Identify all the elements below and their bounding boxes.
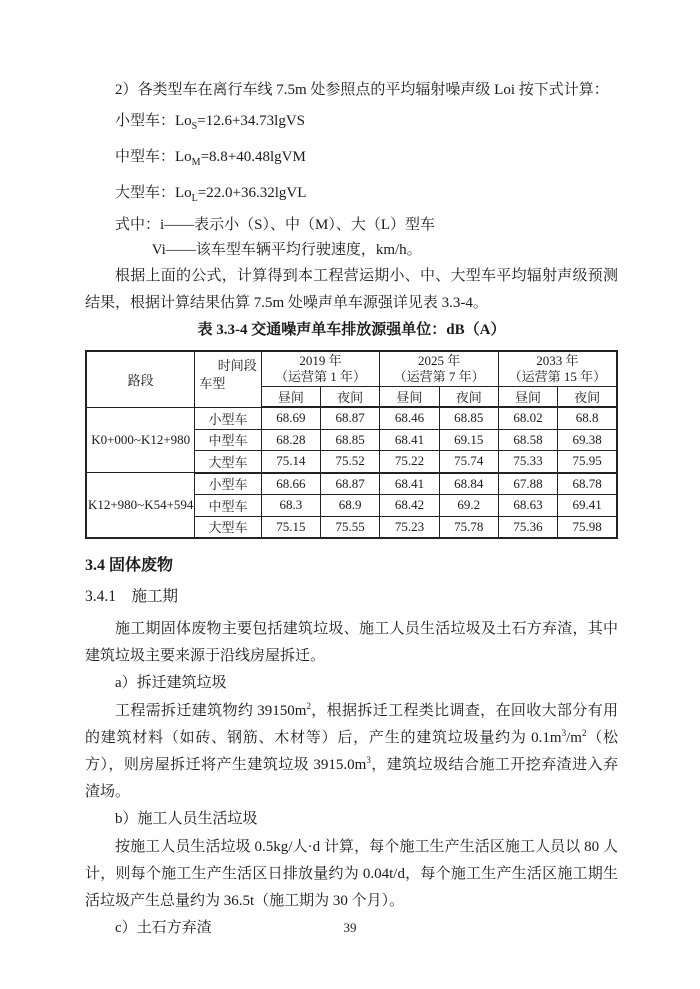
value-cell: 68.84 [439,473,498,495]
value-cell: 69.41 [558,495,617,517]
value-cell: 75.98 [558,516,617,538]
noise-intro-line: 2）各类型车在离行车线 7.5m 处参照点的平均辐射噪声级 Loi 按下式计算： [115,82,609,98]
value-cell: 75.36 [498,516,557,538]
page-number: 39 [343,920,357,935]
superscript: 3 [366,755,371,766]
value-cell: 75.22 [380,451,439,473]
year-label: 2019 年 [299,353,342,368]
formula-expression: =8.8+40.48lgVM [200,149,306,165]
value-cell: 69.38 [558,429,617,451]
vehicle-type-cell: 中型车 [195,429,261,451]
value-cell: 68.41 [380,473,439,495]
table-header-row-years [86,351,617,387]
formula-small-car [85,106,618,142]
text-segment: 工程需拆迁建筑物约 39150m [115,702,307,719]
year-note: （运营第 15 年） [508,369,607,384]
value-cell: 68.66 [261,473,320,495]
value-cell: 68.87 [321,407,380,429]
value-cell: 68.87 [321,473,380,495]
vehicle-type-cell: 大型车 [195,516,261,538]
item-a-paragraph [85,698,618,807]
header-road-segment: 路段 [86,351,195,407]
value-cell: 68.85 [321,429,380,451]
table-title: 表 3.3-4 交通噪声单车排放源强单位：dB（A） [197,322,506,338]
header-day: 昼间 [380,387,439,408]
value-cell: 75.23 [380,516,439,538]
formula-prefix: 大型车：Lo [115,185,192,201]
traffic-noise-source-table [85,350,618,539]
header-night: 夜间 [321,387,380,408]
header-night: 夜间 [439,387,498,408]
value-cell: 68.3 [261,495,320,517]
value-cell: 69.15 [439,429,498,451]
vehicle-type-cell: 大型车 [195,451,261,473]
header-day: 昼间 [261,387,320,408]
value-cell: 75.15 [261,516,320,538]
item-c-heading: c）土石方弃渣 [115,920,212,937]
value-cell: 68.78 [558,473,617,495]
header-time-period: 时间段 [217,358,257,373]
text-segment: ，根据拆迁工程类比调查，在回收大部分有用的建筑材料（如砖、钢筋、木材等）后，产生的建筑垃圾量约为 0.1m [85,702,618,746]
item-b-paragraph: 按施工人员生活垃圾 0.5kg/人·d 计算，每个施工生产生活区施工人员以 80 人计，则每个施工生产生活区日排放量约为 0.04t/d，每个施工生产生活区施工期生活垃圾产生总量约为 36.5t（施工期为 30 个月）。 [85,838,618,910]
formula-expression: =12.6+34.73lgVS [197,113,305,129]
text-segment: （松方），则房屋拆迁将产生建筑垃圾 3915.0m [85,729,618,774]
value-cell: 75.78 [439,516,498,538]
superscript: 2 [306,700,311,711]
value-cell: 68.02 [498,407,557,429]
vehicle-type-cell: 小型车 [195,407,261,429]
section-heading-solid-waste: 3.4 固体废物 [85,557,174,574]
formula-subscript: L [191,193,198,204]
header-year-2019 [261,351,380,387]
formula-large-car [85,178,618,214]
formula-prefix: 中型车：Lo [115,149,192,165]
table-row [86,473,617,495]
header-corner-cell [195,351,261,407]
value-cell: 68.63 [498,495,557,517]
segment-cell: K12+980~K54+594 [86,473,195,539]
header-year-2033 [498,351,617,387]
value-cell: 68.58 [498,429,557,451]
value-cell: 68.28 [261,429,320,451]
table-row [86,407,617,429]
value-cell: 68.46 [380,407,439,429]
header-vehicle-type: 车型 [199,376,226,391]
text-segment: /m [566,729,582,746]
year-label: 2033 年 [536,353,579,368]
value-cell: 68.8 [558,407,617,429]
noise-result-paragraph: 根据上面的公式，计算得到本工程营运期小、中、大型车平均辐射声级预测结果，根据计算结果估算 7.5m 处噪声单车源强详见表 3.3-4。 [85,268,618,311]
value-cell: 68.42 [380,495,439,517]
year-note: （运营第 1 年） [275,369,367,384]
header-year-2025 [380,351,499,387]
subsection-heading-construction: 3.4.1 施工期 [85,588,179,605]
formula-subscript: S [191,121,198,132]
value-cell: 75.14 [261,451,320,473]
solid-waste-paragraph: 施工期固体废物主要包括建筑垃圾、施工人员生活垃圾及土石方弃渣，其中建筑垃圾主要来源于沿线房屋拆迁。 [85,621,618,665]
superscript: 3 [561,727,567,738]
vehicle-type-cell: 小型车 [195,473,261,495]
formula-legend-i: 式中：i——表示小（S）、中（M）、大（L）型车 [115,217,436,233]
value-cell: 75.55 [321,516,380,538]
formula-prefix: 小型车：Lo [115,113,192,129]
item-b-heading: b）施工人员生活垃圾 [115,811,258,828]
value-cell: 67.88 [498,473,557,495]
vehicle-type-cell: 中型车 [195,495,261,517]
item-a-heading: a）拆迁建筑垃圾 [115,675,227,692]
formula-medium-car [85,142,618,178]
value-cell: 68.85 [439,407,498,429]
header-night: 夜间 [558,387,617,408]
value-cell: 68.41 [380,429,439,451]
value-cell: 75.95 [558,451,617,473]
value-cell: 68.69 [261,407,320,429]
superscript: 2 [581,727,587,738]
page-content [85,75,618,942]
formula-expression: =22.0+36.32lgVL [197,185,307,201]
header-day: 昼间 [498,387,557,408]
value-cell: 75.33 [498,451,557,473]
formula-legend-vi: Vi——该车型车辆平均行驶速度，km/h。 [151,242,422,258]
segment-cell: K0+000~K12+980 [86,407,195,473]
year-label: 2025 年 [417,353,461,368]
year-note: （运营第 7 年） [393,369,485,384]
value-cell: 68.9 [321,495,380,517]
formula-subscript: M [191,157,201,168]
text-segment: ，建筑垃圾结合施工开挖弃渣进入弃渣场。 [85,757,618,801]
value-cell: 75.74 [439,451,498,473]
value-cell: 69.2 [439,495,498,517]
value-cell: 75.52 [321,451,380,473]
